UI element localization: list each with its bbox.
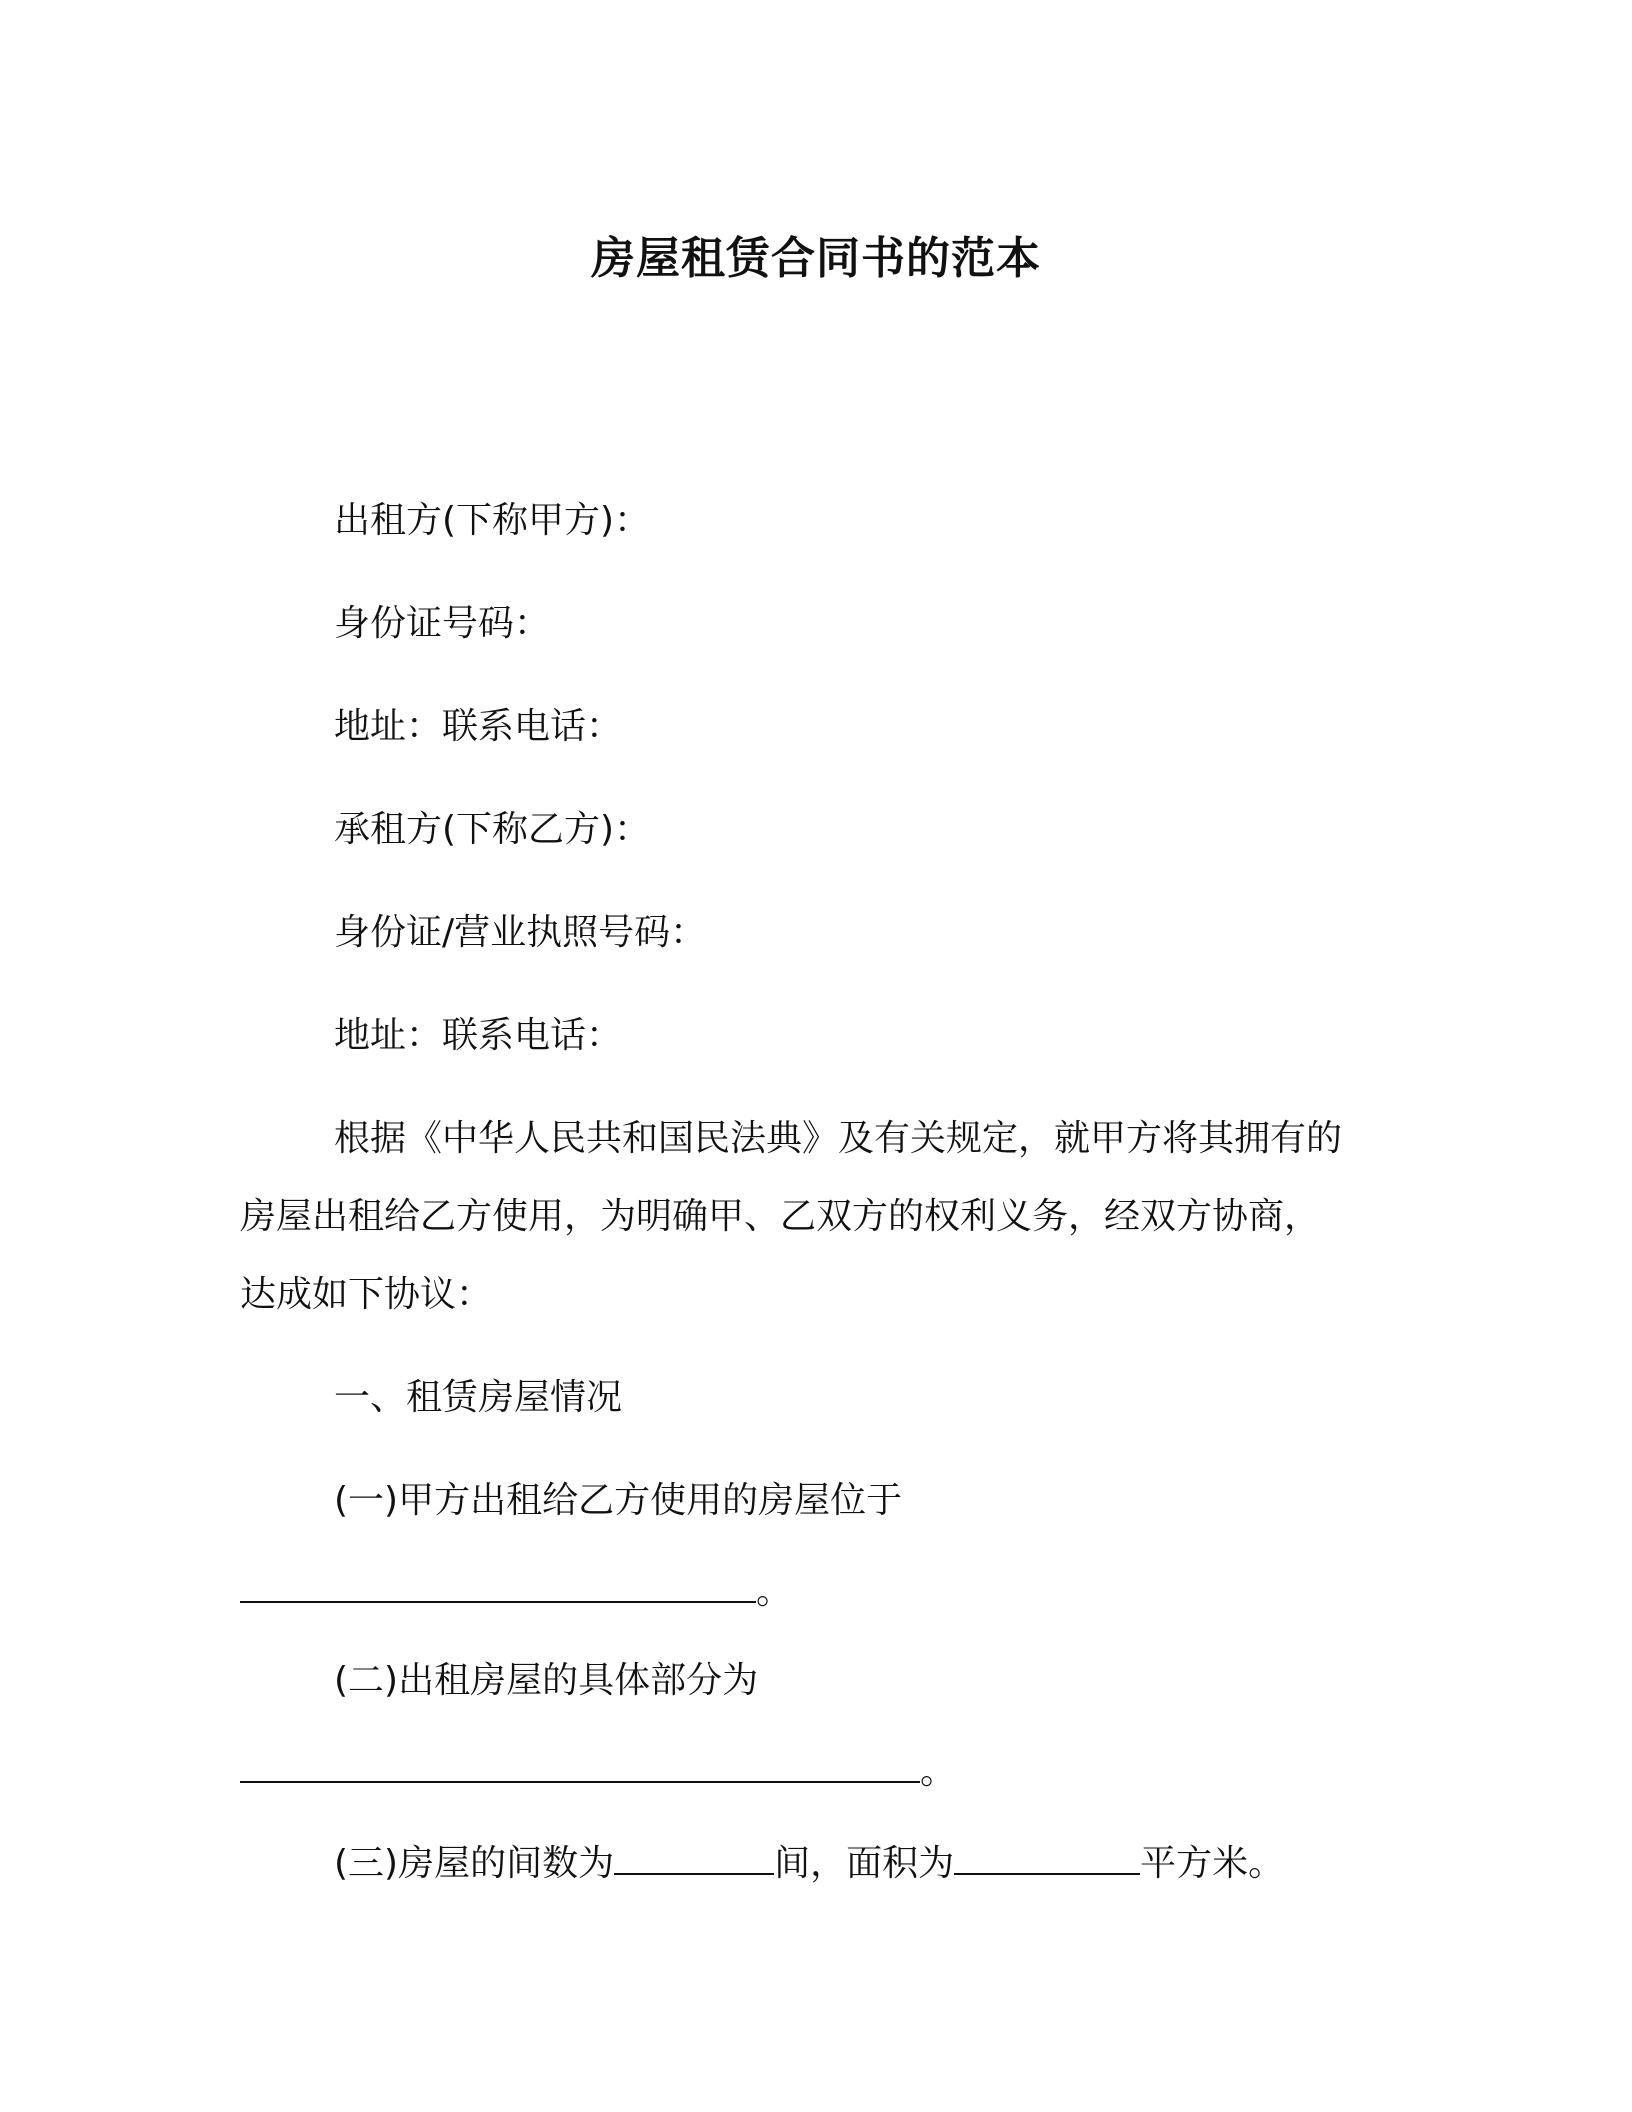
location-blank xyxy=(240,1565,756,1603)
item-2-text: (二)出租房屋的具体部分为 xyxy=(334,1660,759,1701)
item-3-suffix: 平方米。 xyxy=(1140,1843,1285,1884)
portion-blank xyxy=(240,1745,920,1783)
room-count-blank xyxy=(614,1837,774,1875)
lessor-id-label: 身份证号码： xyxy=(334,603,551,644)
area-blank xyxy=(954,1837,1140,1875)
item-1-blank-line xyxy=(240,1565,792,1616)
document-title: 房屋租赁合同书的范本 xyxy=(591,233,1041,284)
item-2-blank-line xyxy=(240,1745,956,1796)
preamble-line-3: 达成如下协议： xyxy=(240,1274,493,1315)
lessor-address-phone-label: 地址：联系电话： xyxy=(334,706,623,747)
section-heading: 一、租赁房屋情况 xyxy=(334,1377,623,1418)
preamble-line-2: 房屋出租给乙方使用，为明确甲、乙双方的权利义务，经双方协商， xyxy=(240,1196,1321,1237)
item-2-end: 。 xyxy=(920,1751,957,1792)
item-3-line xyxy=(334,1837,1284,1888)
preamble-line-1: 根据《中华人民共和国民法典》及有关规定，就甲方将其拥有的 xyxy=(334,1118,1343,1159)
item-3-mid: 间，面积为 xyxy=(774,1843,955,1884)
item-1-text: (一)甲方出租给乙方使用的房屋位于 xyxy=(334,1480,903,1521)
lessee-address-phone-label: 地址：联系电话： xyxy=(334,1015,623,1056)
lessee-label: 承租方(下称乙方)： xyxy=(334,809,651,850)
lessee-id-license-label: 身份证/营业执照号码： xyxy=(334,912,707,953)
lessor-label: 出租方(下称甲方)： xyxy=(334,500,651,541)
item-3-prefix: (三)房屋的间数为 xyxy=(334,1843,615,1884)
item-1-end: 。 xyxy=(756,1571,793,1612)
